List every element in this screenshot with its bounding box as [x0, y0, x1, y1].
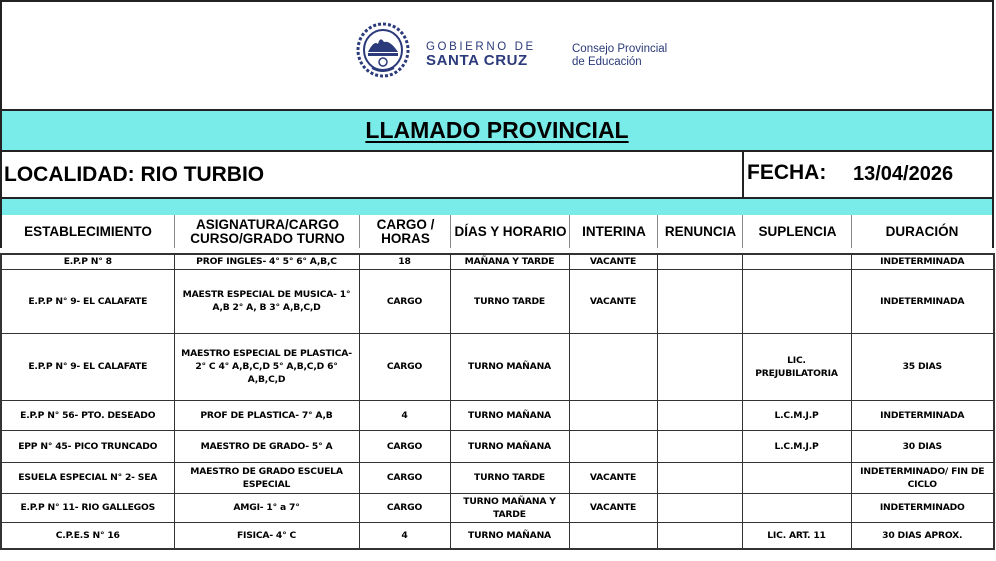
cell-duracion: 30 DIAS	[851, 430, 994, 462]
table-row	[1, 430, 994, 462]
cell-suplencia	[742, 462, 851, 493]
cell-interina	[569, 400, 657, 430]
cell-duracion: 30 DIAS APROX.	[851, 522, 994, 549]
cell-suplencia	[742, 269, 851, 333]
cell-suplencia	[742, 493, 851, 522]
cell-asignatura: AMGI- 1° a 7°	[174, 493, 359, 522]
cell-renuncia	[657, 400, 742, 430]
cell-cargo-horas: CARGO	[359, 493, 450, 522]
cell-establecimiento: E.P.P N° 8	[1, 254, 174, 269]
cell-duracion: 35 DIAS	[851, 333, 994, 400]
cell-asignatura: MAESTRO ESPECIAL DE PLASTICA- 2° C 4° A,B,C,D 5° A,B,C,D 6° A,B,C,D	[174, 333, 359, 400]
cell-establecimiento: E.P.P N° 11- RIO GALLEGOS	[1, 493, 174, 522]
cell-dias-horario: TURNO MAÑANA	[450, 522, 569, 549]
col-header-duracion	[852, 215, 992, 248]
col-header-line: HORAS	[381, 230, 430, 246]
vacancies-table	[0, 253, 995, 550]
col-header-line: INTERINA	[582, 223, 646, 239]
gobierno-logo-text	[426, 41, 536, 69]
cell-establecimiento: ESUELA ESPECIAL N° 2- SEA	[1, 462, 174, 493]
consejo-line2: de Educación	[572, 55, 642, 68]
cell-cargo-horas: CARGO	[359, 269, 450, 333]
col-header-line: ESTABLECIMIENTO	[24, 223, 152, 239]
cell-establecimiento: E.P.P N° 9- EL CALAFATE	[1, 269, 174, 333]
page-title: LLAMADO PROVINCIAL	[365, 117, 629, 143]
table-row	[1, 522, 994, 549]
table-header	[0, 215, 994, 248]
cell-suplencia: L.C.M.J.P	[742, 400, 851, 430]
col-header-dias-horario	[451, 215, 570, 248]
santa-cruz-seal-icon	[356, 22, 410, 78]
cell-renuncia	[657, 462, 742, 493]
gobierno-line2: SANTA CRUZ	[426, 52, 528, 69]
logo-group	[356, 22, 696, 84]
cell-dias-horario: TURNO TARDE	[450, 462, 569, 493]
cell-renuncia	[657, 430, 742, 462]
cell-dias-horario: TURNO MAÑANA Y TARDE	[450, 493, 569, 522]
table-row	[1, 462, 994, 493]
cell-renuncia	[657, 254, 742, 269]
cell-interina	[569, 333, 657, 400]
cell-interina: VACANTE	[569, 493, 657, 522]
cell-cargo-horas: 18	[359, 254, 450, 269]
cell-renuncia	[657, 522, 742, 549]
col-header-line: SUPLENCIA	[758, 223, 837, 239]
cell-suplencia	[742, 254, 851, 269]
col-header-asignatura	[175, 215, 360, 248]
cell-asignatura: PROF DE PLASTICA- 7° A,B	[174, 400, 359, 430]
col-header-line: RENUNCIA	[664, 223, 737, 239]
fecha-box	[742, 150, 996, 199]
cell-dias-horario: TURNO MAÑANA	[450, 430, 569, 462]
col-header-line: CURSO/GRADO TURNO	[190, 230, 345, 246]
col-header-establecimiento	[2, 215, 174, 248]
table-row	[1, 269, 994, 333]
cell-establecimiento: EPP N° 45- PICO TRUNCADO	[1, 430, 174, 462]
cell-renuncia	[657, 269, 742, 333]
cell-interina: VACANTE	[569, 254, 657, 269]
cell-asignatura: FISICA- 4° C	[174, 522, 359, 549]
cell-duracion: INDETERMINADO/ FIN DE CICLO	[851, 462, 994, 493]
localidad-row	[0, 150, 994, 199]
cell-interina	[569, 522, 657, 549]
col-header-cargo-horas	[360, 215, 451, 248]
cell-duracion: INDETERMINADA	[851, 269, 994, 333]
col-header-suplencia	[743, 215, 852, 248]
consejo-line1: Consejo Provincial	[572, 43, 668, 55]
cell-suplencia: LIC. ART. 11	[742, 522, 851, 549]
cell-renuncia	[657, 333, 742, 400]
table-row	[1, 493, 994, 522]
gobierno-line1: GOBIERNO DE	[426, 41, 536, 53]
cell-cargo-horas: 4	[359, 522, 450, 549]
consejo-logo-text	[572, 43, 667, 68]
separator-band	[0, 199, 994, 215]
cell-dias-horario: TURNO MAÑANA	[450, 400, 569, 430]
localidad-label: LOCALIDAD: RIO TURBIO	[4, 163, 265, 186]
cell-dias-horario: TURNO MAÑANA	[450, 333, 569, 400]
cell-asignatura: MAESTRO DE GRADO ESCUELA ESPECIAL	[174, 462, 359, 493]
cell-establecimiento: E.P.P N° 56- PTO. DESEADO	[1, 400, 174, 430]
cell-establecimiento: C.P.E.S N° 16	[1, 522, 174, 549]
cell-asignatura: MAESTRO DE GRADO- 5° A	[174, 430, 359, 462]
cell-interina: VACANTE	[569, 269, 657, 333]
cell-asignatura: MAESTR ESPECIAL DE MUSICA- 1° A,B 2° A, B 3° A,B,C,D	[174, 269, 359, 333]
cell-cargo-horas: 4	[359, 400, 450, 430]
cell-duracion: INDETERMINADA	[851, 400, 994, 430]
col-header-line: DURACIÓN	[885, 223, 959, 239]
col-header-line: ASIGNATURA/CARGO	[196, 216, 339, 232]
cell-asignatura: PROF INGLES- 4° 5° 6° A,B,C	[174, 254, 359, 269]
cell-dias-horario: MAÑANA Y TARDE	[450, 254, 569, 269]
title-band	[0, 111, 994, 150]
cell-suplencia: L.C.M.J.P	[742, 430, 851, 462]
cell-establecimiento: E.P.P N° 9- EL CALAFATE	[1, 333, 174, 400]
col-header-line: DÍAS Y HORARIO	[454, 223, 567, 239]
fecha-label: FECHA:	[747, 161, 827, 184]
cell-renuncia	[657, 493, 742, 522]
col-header-line: CARGO /	[376, 216, 435, 232]
cell-duracion: INDETERMINADA	[851, 254, 994, 269]
table-row	[1, 254, 994, 269]
table-row	[1, 400, 994, 430]
fecha-value: 13/04/2026	[853, 163, 954, 185]
cell-cargo-horas: CARGO	[359, 333, 450, 400]
col-header-renuncia	[658, 215, 743, 248]
col-header-interina	[570, 215, 658, 248]
cell-interina	[569, 430, 657, 462]
cell-cargo-horas: CARGO	[359, 430, 450, 462]
cell-cargo-horas: CARGO	[359, 462, 450, 493]
table-row	[1, 333, 994, 400]
cell-duracion: INDETERMINADO	[851, 493, 994, 522]
header-logo-box	[0, 0, 994, 111]
cell-suplencia: LIC. PREJUBILATORIA	[742, 333, 851, 400]
cell-interina: VACANTE	[569, 462, 657, 493]
cell-dias-horario: TURNO TARDE	[450, 269, 569, 333]
